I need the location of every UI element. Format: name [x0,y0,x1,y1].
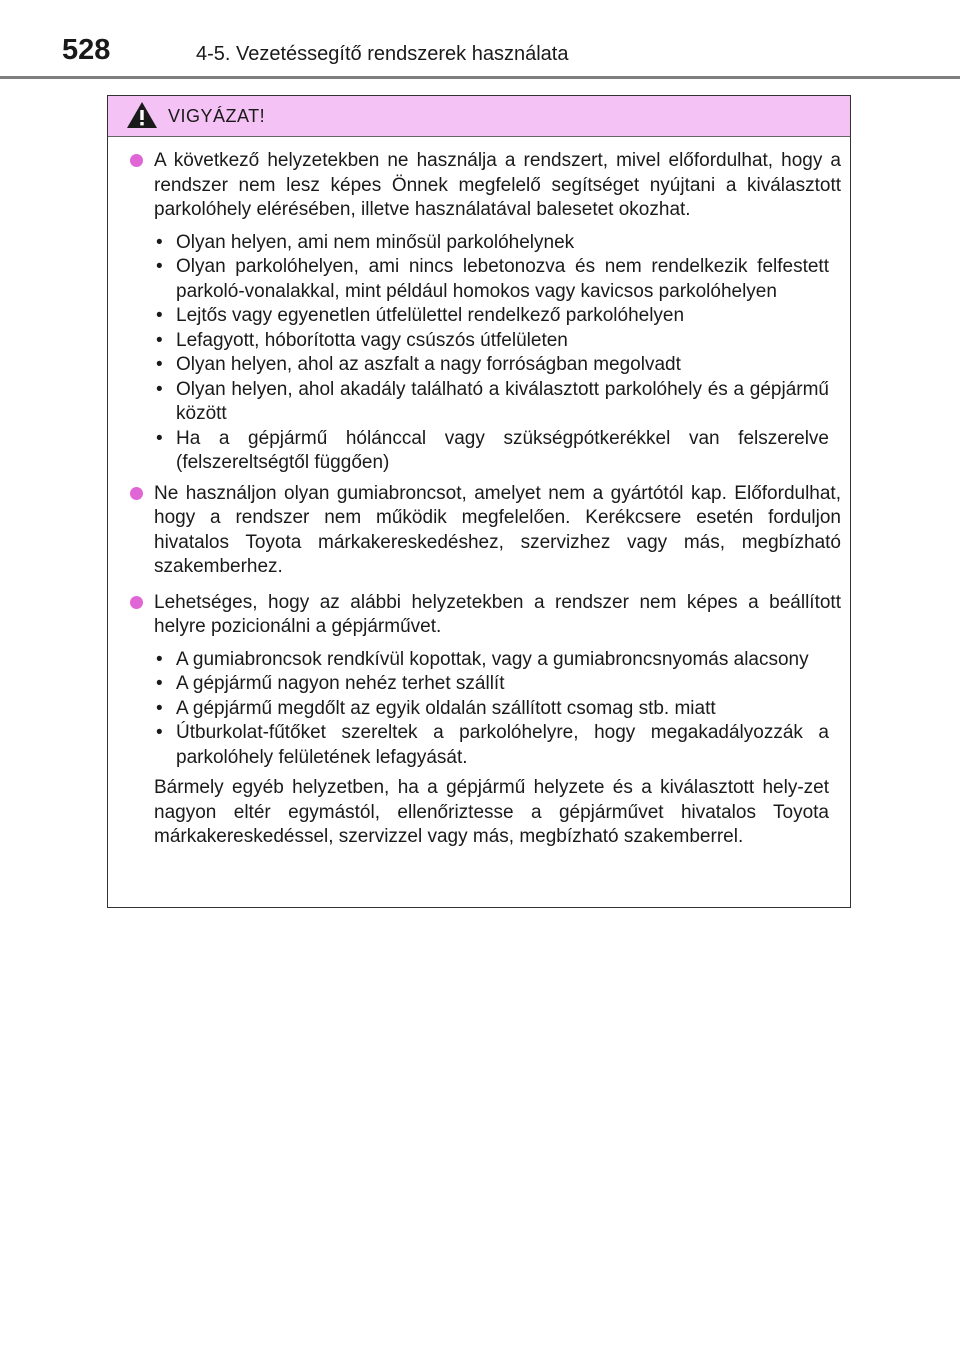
warning-title: VIGYÁZAT! [168,106,266,126]
warning-body [108,137,850,850]
list-item: • Útburkolat-fűtőket szereltek a parkolóhelyre, hogy megakadályozzák a parkolóhely felületének lefagyását. [130,721,841,770]
warning-box [107,95,851,908]
bullet-dot [130,154,143,167]
bullet-dot [130,596,143,609]
bullet-dot [130,487,143,500]
chapter-title: 4-5. Vezetéssegítő rendszerek használata [196,43,569,65]
warning-paragraph-3-text: Lehetséges, hogy az alábbi helyzetekben a rendszer nem képes a beállított helyre pozicionálni a gépjárművet. [154,591,841,637]
warning-paragraph-2-text: Ne használjon olyan gumiabroncsot, amelyet nem a gyártótól kap. Előfordulhat, hogy a rendszer nem működik megfelelően. Kerékcsere esetén forduljon hivatalos Toyota márkakereskedéshez, szervizhez vagy más, megbízható szakemberhez. [154,482,841,577]
list-item: • A gumiabroncsok rendkívül kopottak, vagy a gumiabroncsnyomás alacsony [130,648,841,673]
closing-note: Bármely egyéb helyzetben, ha a gépjármű helyzete és a kiválasztott hely-zet nagyon eltér egymástól, ellenőriztesse a gépjárművet hivatalos Toyota márkakereskedéssel, szervizzel vagy más, megbízható szakemberrel. [154,777,829,847]
header-rule [0,76,960,79]
page-number: 528 [62,34,111,66]
warning-triangle-icon [126,101,158,129]
list-item: • Olyan parkolóhelyen, ami nincs lebetonozva és nem rendelkezik felfestett parkoló-vonalakkal, mint például homokos vagy kavicsos parkolóhelyen [130,255,841,304]
warning-paragraph-1 [130,149,841,223]
list-item: • Olyan helyen, ami nem minősül parkolóhelynek [130,231,841,256]
situations-list [130,231,841,476]
list-item: • Lefagyott, hóborította vagy csúszós útfelületen [130,329,841,354]
warning-paragraph-3 [130,591,841,640]
list-item: • Lejtős vagy egyenetlen útfelülettel rendelkező parkolóhelyen [130,304,841,329]
list-item: • A gépjármű nagyon nehéz terhet szállít [130,672,841,697]
warning-header [108,96,850,137]
warning-paragraph-1-text: A következő helyzetekben ne használja a rendszert, mivel előfordulhat, hogy a rendszer nem lesz képes Önnek megfelelő segítséget nyújtani a kiválasztott parkolóhely elérésében, illetve használatával balesetet okozhat. [154,150,841,220]
list-item: • Olyan helyen, ahol az aszfalt a nagy forróságban megolvadt [130,353,841,378]
list-item: • Ha a gépjármű hólánccal vagy szükségpótkerékkel van felszerelve (felszereltségtől függően) [130,427,841,476]
warning-paragraph-2 [130,482,841,580]
page-header [0,0,960,80]
conditions-list [130,648,841,771]
list-item: • Olyan helyen, ahol akadály található a kiválasztott parkolóhely és a gépjármű között [130,378,841,427]
list-item: • A gépjármű megdőlt az egyik oldalán szállított csomag stb. miatt [130,697,841,722]
